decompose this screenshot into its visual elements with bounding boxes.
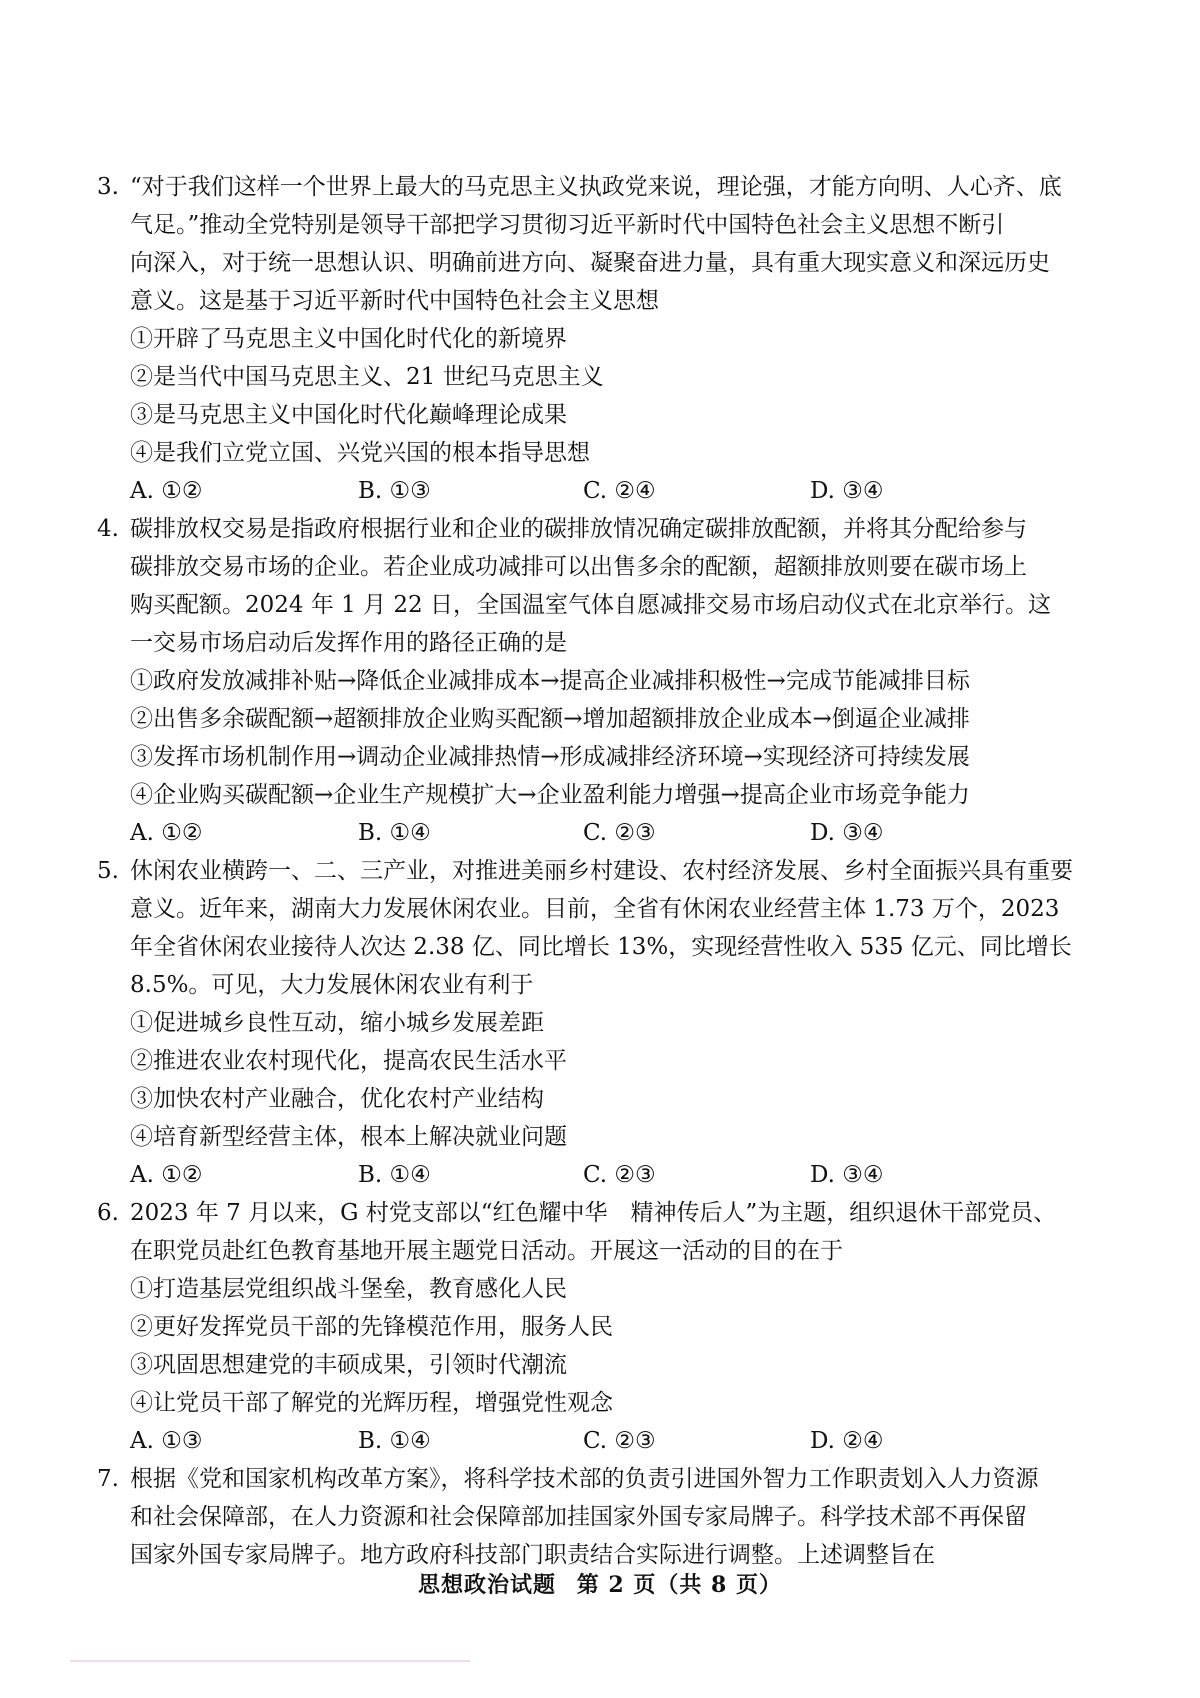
- choice-b: B. ①③: [358, 478, 431, 504]
- choice-d: D. ③④: [810, 478, 884, 504]
- question-4: [0, 510, 1200, 852]
- choice-a: A. ①③: [130, 1428, 203, 1454]
- question-number: 5.: [97, 858, 119, 884]
- statement-option: ③发挥市场机制作用→调动企业减排热情→形成减排经济环境→实现经济可持续发展: [130, 744, 970, 770]
- statement-option: ②推进农业农村现代化，提高农民生活水平: [130, 1048, 567, 1074]
- question-stem-line: 8.5%。可见，大力发展休闲农业有利于: [130, 972, 534, 998]
- statement-option: ①促进城乡良性互动，缩小城乡发展差距: [130, 1010, 544, 1036]
- scan-artifact: [70, 1660, 470, 1662]
- choice-b: B. ①④: [358, 820, 431, 846]
- question-stem-line: 7. 根据《党和国家机构改革方案》，将科学技术部的负责引进国外智力工作职责划入人力资源: [0, 1460, 1200, 1498]
- choice-a: A. ①②: [130, 1162, 203, 1188]
- question-5: [0, 852, 1200, 1194]
- footer-page-number: 第 2 页（共 8 页）: [576, 1572, 782, 1598]
- question-stem-line: 4. 碳排放权交易是指政府根据行业和企业的碳排放情况确定碳排放配额，并将其分配给参与: [0, 510, 1200, 548]
- statement-option: ③巩固思想建党的丰硕成果，引领时代潮流: [130, 1352, 567, 1378]
- page-footer: [0, 1568, 1200, 1599]
- statement-option: ①政府发放减排补贴→降低企业减排成本→提高企业减排积极性→完成节能减排目标: [130, 668, 970, 694]
- choice-d: D. ③④: [810, 1162, 884, 1188]
- question-stem-line: 3. “对于我们这样一个世界上最大的马克思主义执政党来说，理论强，才能方向明、人心齐、底: [0, 168, 1200, 206]
- answer-choices: [0, 1156, 1200, 1194]
- question-stem-line: 和社会保障部，在人力资源和社会保障部加挂国家外国专家局牌子。科学技术部不再保留: [130, 1504, 1027, 1530]
- statement-option: ②是当代中国马克思主义、21 世纪马克思主义: [130, 364, 604, 390]
- choice-d: D. ③④: [810, 820, 884, 846]
- question-stem-line: 5. 休闲农业横跨一、二、三产业，对推进美丽乡村建设、农村经济发展、乡村全面振兴具有重要: [0, 852, 1200, 890]
- choice-c: C. ②③: [583, 820, 656, 846]
- answer-choices: [0, 1422, 1200, 1460]
- question-3: [0, 168, 1200, 510]
- statement-option: ④是我们立党立国、兴党兴国的根本指导思想: [130, 440, 590, 466]
- answer-choices: [0, 472, 1200, 510]
- statement-option: ④企业购买碳配额→企业生产规模扩大→企业盈利能力增强→提高企业市场竞争能力: [130, 782, 970, 808]
- statement-option: ④让党员干部了解党的光辉历程，增强党性观念: [130, 1390, 613, 1416]
- statement-option: ③是马克思主义中国化时代化巅峰理论成果: [130, 402, 567, 428]
- question-stem-line: 一交易市场启动后发挥作用的路径正确的是: [130, 630, 567, 656]
- question-stem-line: 年全省休闲农业接待人次达 2.38 亿、同比增长 13%，实现经营性收入 535 亿元、同比增长: [130, 934, 1072, 960]
- question-number: 4.: [97, 516, 119, 542]
- question-stem-line: 购买配额。2024 年 1 月 22 日，全国温室气体自愿减排交易市场启动仪式在北京举行。这: [130, 592, 1051, 618]
- choice-a: A. ①②: [130, 820, 203, 846]
- choice-d: D. ②④: [810, 1428, 884, 1454]
- choice-c: C. ②④: [583, 478, 656, 504]
- choice-b: B. ①④: [358, 1162, 431, 1188]
- question-stem-line: 向深入，对于统一思想认识、明确前进方向、凝聚奋进力量，具有重大现实意义和深远历史: [130, 250, 1050, 276]
- statement-option: ④培育新型经营主体，根本上解决就业问题: [130, 1124, 567, 1150]
- question-stem-line: 意义。这是基于习近平新时代中国特色社会主义思想: [130, 288, 659, 314]
- question-number: 7.: [97, 1466, 119, 1492]
- question-stem-line: 碳排放交易市场的企业。若企业成功减排可以出售多余的配额，超额排放则要在碳市场上: [130, 554, 1027, 580]
- question-list: [0, 168, 1200, 1574]
- footer-subject: 思想政治试题: [418, 1572, 557, 1598]
- statement-option: ③加快农村产业融合，优化农村产业结构: [130, 1086, 544, 1112]
- answer-choices: [0, 814, 1200, 852]
- choice-c: C. ②③: [583, 1162, 656, 1188]
- statement-option: ①开辟了马克思主义中国化时代化的新境界: [130, 326, 567, 352]
- question-7: [0, 1460, 1200, 1574]
- question-number: 3.: [97, 174, 119, 200]
- question-stem-line: 气足。”推动全党特别是领导干部把学习贯彻习近平新时代中国特色社会主义思想不断引: [130, 212, 1005, 238]
- statement-option: ①打造基层党组织战斗堡垒，教育感化人民: [130, 1276, 567, 1302]
- choice-b: B. ①④: [358, 1428, 431, 1454]
- statement-option: ②出售多余碳配额→超额排放企业购买配额→增加超额排放企业成本→倒逼企业减排: [130, 706, 970, 732]
- choice-c: C. ②③: [583, 1428, 656, 1454]
- choice-a: A. ①②: [130, 478, 203, 504]
- question-6: [0, 1194, 1200, 1460]
- question-number: 6.: [97, 1200, 119, 1226]
- question-stem-line: 6. 2023 年 7 月以来，G 村党支部以“红色耀中华 精神传后人”为主题，组织退休干部党员、: [0, 1194, 1200, 1232]
- question-stem-line: 在职党员赴红色教育基地开展主题党日活动。开展这一活动的目的在于: [130, 1238, 843, 1264]
- question-stem-line: 意义。近年来，湖南大力发展休闲农业。目前，全省有休闲农业经营主体 1.73 万个，2023: [130, 896, 1060, 922]
- statement-option: ②更好发挥党员干部的先锋模范作用，服务人民: [130, 1314, 613, 1340]
- question-stem-line: 国家外国专家局牌子。地方政府科技部门职责结合实际进行调整。上述调整旨在: [130, 1542, 935, 1568]
